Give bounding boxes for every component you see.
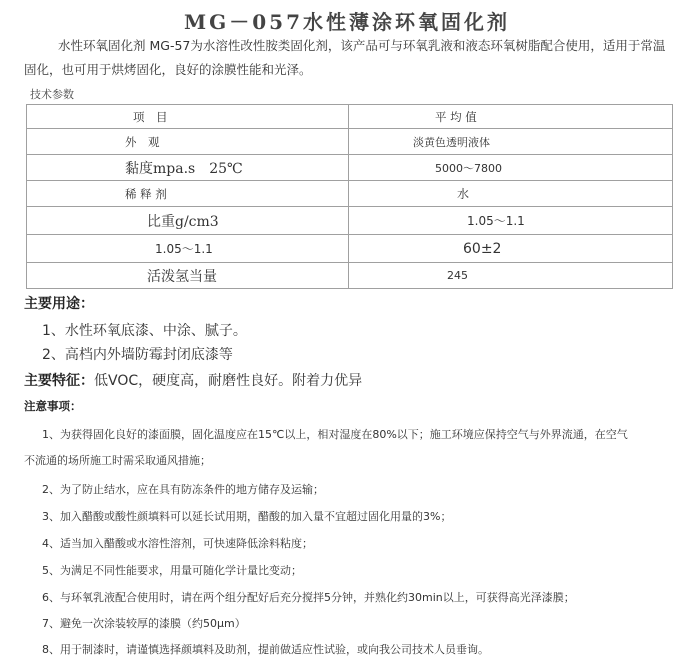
table-cell-label: 稀 释 剂: [27, 181, 349, 207]
table-row: [27, 105, 673, 129]
list-item: 7、避免一次涂装较厚的漆膜（约50μm）: [42, 617, 246, 630]
table-row: [27, 235, 673, 263]
table-cell-label: 黏度mpa.s 25℃: [27, 155, 349, 181]
list-item: 8、用于制漆时，请谨慎选择颜填料及助剂，提前做适应性试验，或向我公司技术人员垂询。: [42, 643, 489, 656]
features-line: [24, 370, 362, 390]
table-row: [27, 207, 673, 235]
table-cell-value: 淡黄色透明液体: [349, 129, 673, 155]
list-item: 1、为获得固化良好的漆面膜，固化温度应在15℃以上，相对湿度在80%以下；施工环境应保持空气与外界流通，在空气: [42, 428, 628, 441]
list-item: 5、为满足不同性能要求，用量可随化学计量比变动；: [42, 564, 302, 577]
list-item: 2、高档内外墙防霉封闭底漆等: [42, 347, 233, 363]
specs-table: [26, 104, 673, 289]
list-item: 2、为了防止结水，应在具有防冻条件的地方储存及运输；: [42, 483, 324, 496]
list-item: 1、水性环氧底漆、中涂、腻子。: [42, 323, 247, 339]
table-row: [27, 129, 673, 155]
table-cell-label: 项 目: [27, 105, 349, 129]
intro-paragraph: 水性环氧固化剂 MG-57为水溶性改性胺类固化剂，该产品可与环氧乳液和液态环氧树脂配合使用，适用于常温固化，也可用于烘烤固化，良好的涂膜性能和光泽。: [24, 38, 666, 77]
page-title: MG－057水性薄涂环氧固化剂: [184, 10, 510, 34]
table-cell-label: 外 观: [27, 129, 349, 155]
table-cell-value: 平 均 值: [349, 105, 673, 129]
table-cell-label: 比重g/cm3: [27, 207, 349, 235]
table-row: [27, 155, 673, 181]
list-item: 不流通的场所施工时需采取通风措施；: [24, 454, 211, 467]
notes-heading: 注意事项：: [24, 399, 82, 413]
table-cell-value: 60±2: [349, 235, 673, 263]
table-cell-label: 活泼氢当量: [27, 263, 349, 289]
list-item: 3、加入醋酸或酸性颜填料可以延长试用期，醋酸的加入量不宜超过固化用量的3%；: [42, 510, 452, 523]
features-heading: 主要特征：: [24, 373, 94, 389]
list-item: 6、与环氧乳液配合使用时，请在两个组分配好后充分搅拌5分钟，并熟化约30min以上，可获得高光泽漆膜；: [42, 591, 575, 604]
table-row: [27, 263, 673, 289]
list-item: 4、适当加入醋酸或水溶性溶剂，可快速降低涂料粘度；: [42, 537, 313, 550]
table-cell-value: 5000～7800: [349, 155, 673, 181]
table-cell-label: 1.05～1.1: [27, 235, 349, 263]
uses-heading: 主要用途：: [24, 296, 94, 312]
params-label: 技术参数: [30, 88, 74, 101]
table-row: [27, 181, 673, 207]
features-text: 低VOC，硬度高，耐磨性良好。附着力优异: [94, 373, 363, 389]
table-cell-value: 水: [349, 181, 673, 207]
table-cell-value: 245: [349, 263, 673, 289]
table-cell-value: 1.05～1.1: [349, 207, 673, 235]
